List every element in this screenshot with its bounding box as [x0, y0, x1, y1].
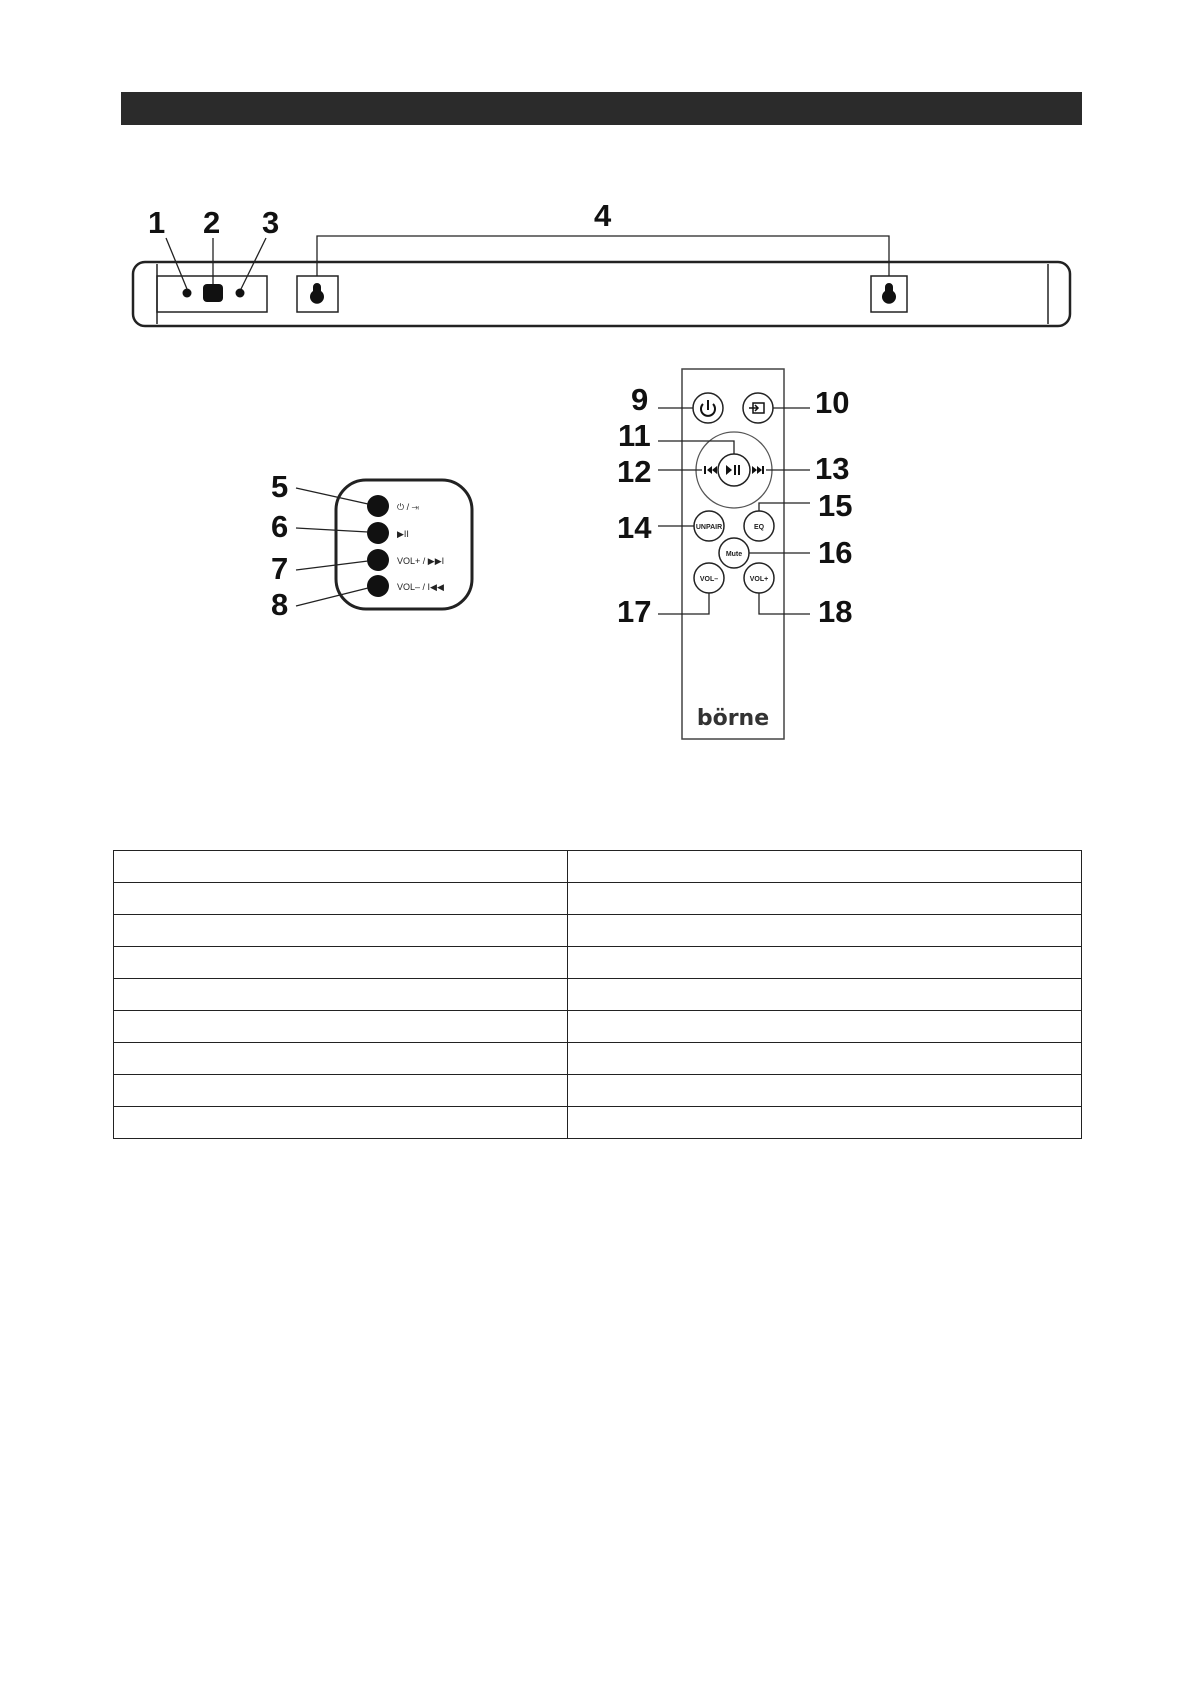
callout-17: 17	[617, 594, 652, 629]
table-cell-description	[568, 1011, 1082, 1043]
callout-16: 16	[818, 535, 853, 570]
table-row	[114, 915, 1082, 947]
table-cell-item	[114, 979, 568, 1011]
port-1-jack	[183, 289, 192, 298]
callout-8: 8	[271, 587, 289, 622]
remote-vol-down-label: VOL–	[699, 576, 719, 583]
table-row	[114, 1043, 1082, 1075]
table-row	[114, 1011, 1082, 1043]
callout-11: 11	[618, 418, 651, 453]
callout-4: 4	[594, 198, 612, 233]
soundbar-back-view	[133, 198, 1070, 326]
table-cell-description	[568, 1107, 1082, 1139]
panel-vol-down-button[interactable]	[367, 575, 389, 597]
callout-6: 6	[271, 509, 289, 544]
remote-brand-logo: börne	[696, 706, 770, 731]
table-cell-item	[114, 851, 568, 883]
callout-18: 18	[818, 594, 853, 629]
callout-14: 14	[617, 510, 652, 545]
table-cell-item	[114, 1107, 568, 1139]
table-cell-item	[114, 1011, 568, 1043]
panel-vol-up-button[interactable]	[367, 549, 389, 571]
parts-table	[113, 850, 1082, 1139]
table-cell-item	[114, 1075, 568, 1107]
callout-5: 5	[271, 469, 289, 504]
top-control-panel	[271, 469, 472, 622]
panel-power-source-button[interactable]	[367, 495, 389, 517]
panel-power-source-label: ⏻ / ⇥	[397, 502, 419, 512]
callout-2: 2	[203, 205, 221, 240]
port-2-usb	[203, 284, 223, 302]
table-cell-description	[568, 1043, 1082, 1075]
remote-eq-label: EQ	[753, 524, 765, 531]
callout-3: 3	[262, 205, 280, 240]
table-cell-item	[114, 883, 568, 915]
remote-vol-up-label: VOL+	[749, 576, 769, 583]
callout-10: 10	[815, 385, 850, 420]
table-cell-item	[114, 915, 568, 947]
table-cell-description	[568, 947, 1082, 979]
remote-mute-label: Mute	[725, 551, 743, 558]
table-row	[114, 851, 1082, 883]
panel-play-pause-button[interactable]	[367, 522, 389, 544]
callout-9: 9	[631, 382, 649, 417]
table-cell-description	[568, 1075, 1082, 1107]
table-row	[114, 883, 1082, 915]
table-row	[114, 1107, 1082, 1139]
panel-vol-down-prev-label: VOL– / I◀◀	[397, 582, 444, 592]
callout-1: 1	[148, 205, 166, 240]
table-row	[114, 947, 1082, 979]
callout-7: 7	[271, 551, 289, 586]
remote-next-icon[interactable]	[752, 466, 764, 474]
panel-play-pause-label: ▶II	[397, 529, 409, 539]
remote-unpair-label: UNPAIR	[695, 524, 723, 531]
table-row	[114, 1075, 1082, 1107]
table-cell-description	[568, 915, 1082, 947]
table-cell-description	[568, 883, 1082, 915]
table-row	[114, 979, 1082, 1011]
remote-prev-icon[interactable]	[704, 466, 717, 474]
callout-13: 13	[815, 451, 850, 486]
callout-15: 15	[818, 488, 853, 523]
port-3-jack	[236, 289, 245, 298]
callout-12: 12	[617, 454, 652, 489]
table-cell-item	[114, 1043, 568, 1075]
remote-control	[617, 369, 852, 739]
table-cell-item	[114, 947, 568, 979]
table-cell-description	[568, 979, 1082, 1011]
panel-vol-up-next-label: VOL+ / ▶▶I	[397, 556, 445, 566]
soundbar-body	[133, 262, 1070, 326]
table-cell-description	[568, 851, 1082, 883]
